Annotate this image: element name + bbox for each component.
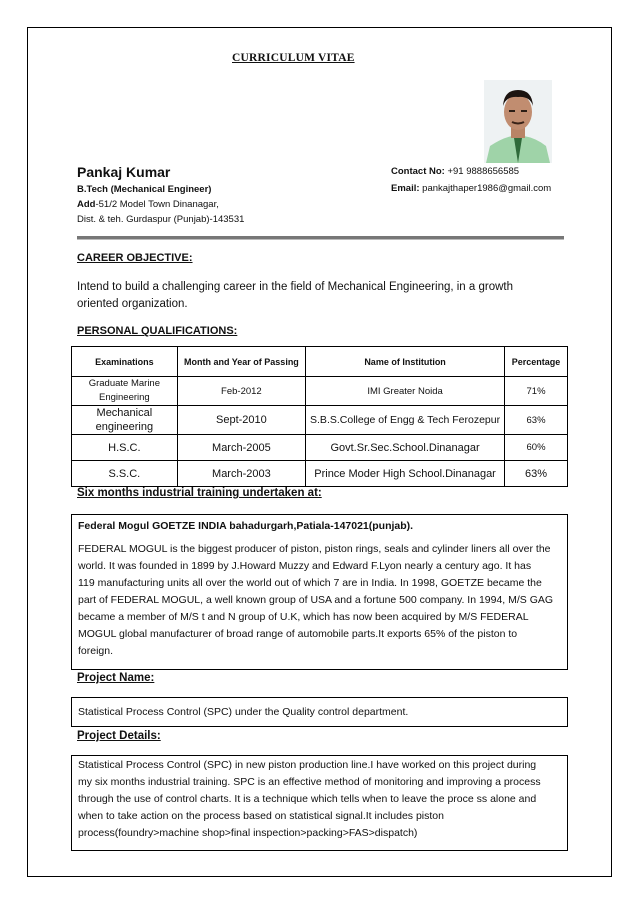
text-line: through the use of control charts. It is a technique which tells when to leave the proce ss alone and bbox=[78, 793, 537, 805]
training-heading: Six months industrial training undertaken at: bbox=[77, 487, 322, 499]
text-line: when to take action on the process based on statistical signal.It includes piston bbox=[78, 810, 444, 822]
career-objective-text: Intend to build a challenging career in the field of Mechanical Engineering, in a growth oriented organization. bbox=[77, 281, 514, 310]
table-header-row bbox=[72, 347, 568, 377]
table-row bbox=[72, 461, 568, 487]
career-objective-heading: CAREER OBJECTIVE: bbox=[77, 252, 193, 264]
table-row bbox=[72, 435, 568, 461]
contact-label: Contact No: bbox=[391, 166, 445, 177]
table-cell: Feb-2012 bbox=[177, 377, 305, 406]
table-cell: S.B.S.College of Engg & Tech Ferozepur bbox=[306, 406, 505, 435]
project-details-text bbox=[72, 757, 567, 842]
table-cell: Govt.Sr.Sec.School.Dinanagar bbox=[306, 435, 505, 461]
text-line: my six months industrial training. SPC is an effective method of monitoring and improving a process bbox=[78, 776, 541, 788]
project-details-heading: Project Details: bbox=[77, 730, 161, 742]
text-line: FEDERAL MOGUL is the biggest producer of piston, piston rings, seals and cylinder liners all over the bbox=[78, 543, 551, 555]
text-line: foreign. bbox=[78, 645, 114, 657]
qualifications-table bbox=[71, 346, 568, 487]
table-cell: Prince Moder High School.Dinanagar bbox=[306, 461, 505, 487]
training-box bbox=[71, 514, 568, 670]
table-cell: S.S.C. bbox=[72, 461, 178, 487]
table-cell: IMI Greater Noida bbox=[306, 377, 505, 406]
project-name-box bbox=[71, 697, 568, 727]
column-header: Name of Institution bbox=[306, 347, 505, 377]
table-cell: March-2003 bbox=[177, 461, 305, 487]
portrait-image bbox=[484, 80, 552, 163]
table-row bbox=[72, 406, 568, 435]
email-label: Email: bbox=[391, 183, 420, 194]
email-line bbox=[391, 183, 551, 194]
column-header: Month and Year of Passing bbox=[177, 347, 305, 377]
table-cell: 63% bbox=[505, 461, 568, 487]
table-cell: 63% bbox=[505, 406, 568, 435]
document-title: CURRICULUM VITAE bbox=[232, 52, 355, 64]
training-description bbox=[72, 541, 567, 660]
qualifications-heading: PERSONAL QUALIFICATIONS: bbox=[77, 325, 238, 337]
address-text: -51/2 Model Town Dinanagar, bbox=[95, 199, 219, 210]
text-line: MOGUL global manufacturer of broad range of automobile parts.It exports 65% of the piston to bbox=[78, 628, 518, 640]
address-label: Add bbox=[77, 199, 96, 210]
text-line: world. It was founded in 1899 by J.Howard Muzzy and Edward F.Lyon nearly a century ago. It has bbox=[78, 560, 532, 572]
text-line: Statistical Process Control (SPC) in new piston production line.I have worked on this project during bbox=[78, 759, 537, 771]
contact-line bbox=[391, 166, 519, 177]
table-cell: 60% bbox=[505, 435, 568, 461]
address-line-1 bbox=[77, 199, 219, 210]
header-divider bbox=[77, 236, 564, 240]
table-cell: Graduate Marine Engineering bbox=[72, 377, 178, 406]
text-line: became a member of M/S t and N group of U.K, which has now been acquired by M/S FEDERAL bbox=[78, 611, 529, 623]
text-line: 119 manufacturing units all over the world out of which 7 are in India. In 1998, GOETZE became the bbox=[78, 577, 542, 589]
table-cell: March-2005 bbox=[177, 435, 305, 461]
table-cell: Mechanical engineering bbox=[72, 406, 178, 435]
project-name-text: Statistical Process Control (SPC) under the Quality control department. bbox=[78, 706, 409, 718]
column-header: Examinations bbox=[72, 347, 178, 377]
training-company: Federal Mogul GOETZE INDIA bahadurgarh,Patiala-147021(punjab). bbox=[78, 520, 414, 532]
table-cell: Sept-2010 bbox=[177, 406, 305, 435]
table-cell: 71% bbox=[505, 377, 568, 406]
text-line: process(foundry>machine shop>final inspection>packing>FAS>dispatch) bbox=[78, 827, 418, 839]
email-address: pankajthaper1986@gmail.com bbox=[422, 183, 552, 194]
project-details-box bbox=[71, 755, 568, 851]
contact-number: +91 9888656585 bbox=[447, 166, 520, 177]
degree: B.Tech (Mechanical Engineer) bbox=[77, 184, 212, 195]
address-line-2: Dist. & teh. Gurdaspur (Punjab)-143531 bbox=[77, 214, 245, 225]
profile-photo bbox=[484, 80, 552, 163]
text-line: part of FEDERAL MOGUL, a well known group of USA and a fortune 500 company. In 1994, M/S GAG bbox=[78, 594, 554, 606]
column-header: Percentage bbox=[505, 347, 568, 377]
table-cell: H.S.C. bbox=[72, 435, 178, 461]
project-name-heading: Project Name: bbox=[77, 672, 155, 684]
candidate-name: Pankaj Kumar bbox=[77, 164, 171, 180]
table-row bbox=[72, 377, 568, 406]
